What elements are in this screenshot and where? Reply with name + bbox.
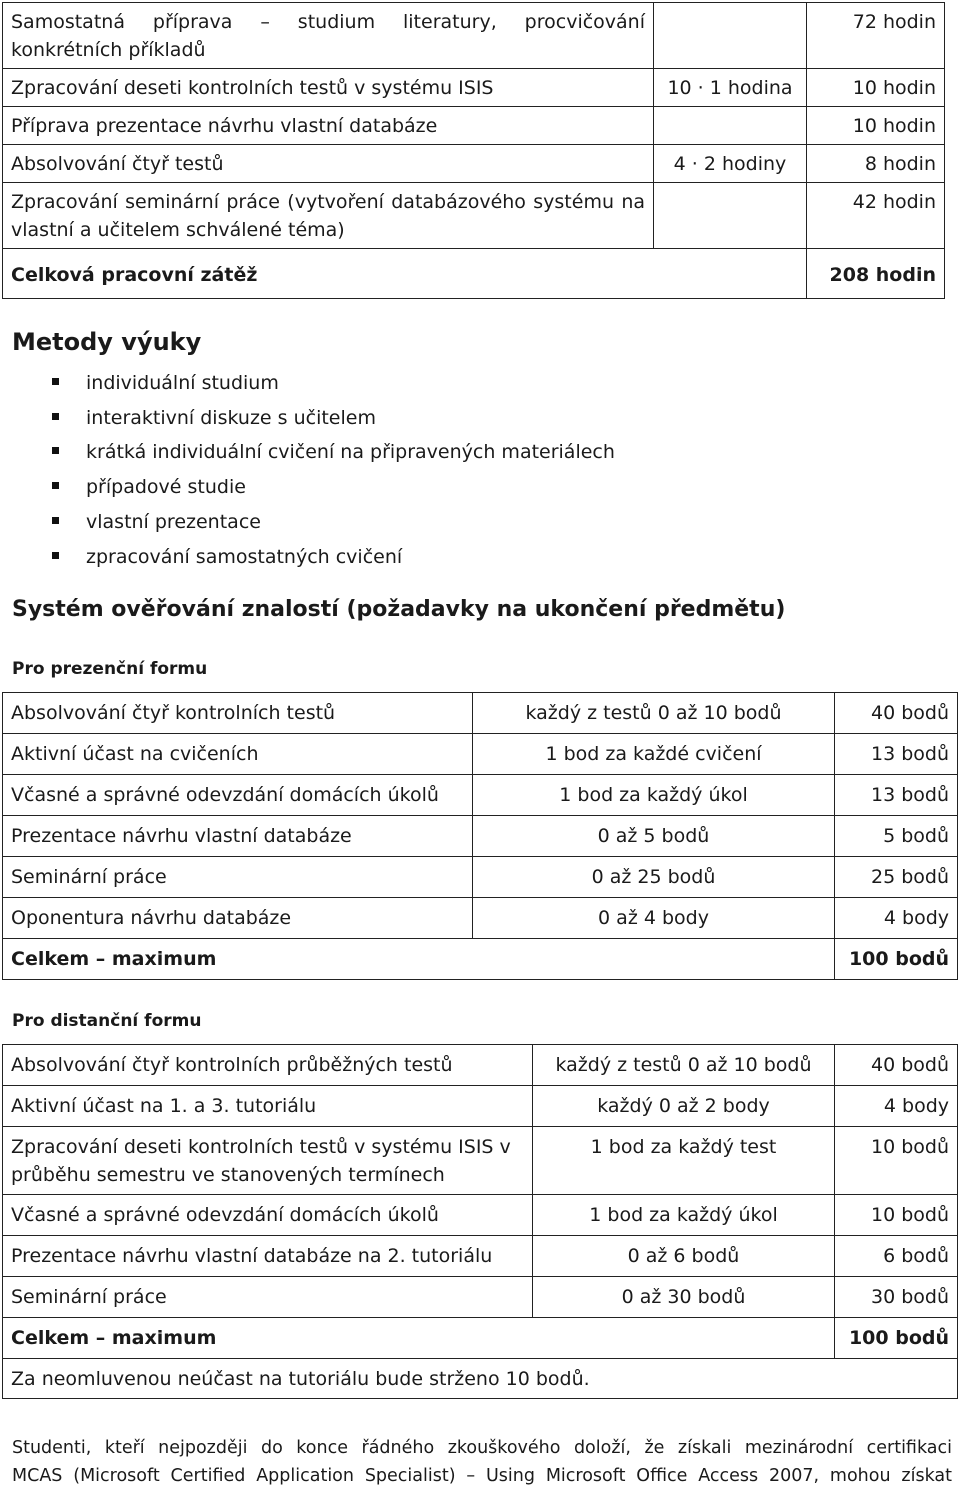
sum-label: Celkem – maximum — [3, 1318, 835, 1359]
workload-unit — [654, 3, 807, 69]
workload-unit — [654, 107, 807, 145]
methods-list — [52, 366, 615, 574]
requirement-rule: 1 bod za každý úkol — [473, 775, 835, 816]
workload-total: 42 hodin — [807, 183, 945, 249]
list-item — [52, 470, 615, 505]
distance-form-heading: Pro distanční formu — [12, 1011, 202, 1031]
workload-sum-row — [3, 249, 945, 299]
requirement-rule: 1 bod za každý úkol — [533, 1195, 835, 1236]
requirement-item: Oponentura návrhu databáze — [3, 898, 473, 939]
square-bullet-icon — [52, 517, 59, 524]
requirement-item: Absolvování čtyř kontrolních průběžných testů — [3, 1045, 533, 1086]
square-bullet-icon — [52, 447, 59, 454]
table-row — [3, 1195, 958, 1236]
absence-note: Za neomluvenou neúčast na tutoriálu bude strženo 10 bodů. — [3, 1359, 958, 1399]
present-requirements-table — [2, 692, 958, 980]
methods-heading: Metody výuky — [12, 328, 202, 356]
requirement-points: 4 body — [835, 1086, 958, 1127]
square-bullet-icon — [52, 378, 59, 385]
requirement-item: Seminární práce — [3, 857, 473, 898]
list-item — [52, 505, 615, 540]
workload-total: 8 hodin — [807, 145, 945, 183]
requirement-points: 6 bodů — [835, 1236, 958, 1277]
workload-desc: Zpracování seminární práce (vytvoření databázového systému na vlastní a učitelem schválené téma) — [3, 183, 654, 249]
table-row — [3, 1236, 958, 1277]
list-item — [52, 540, 615, 575]
table-row — [3, 1045, 958, 1086]
requirement-points: 40 bodů — [835, 1045, 958, 1086]
workload-row — [3, 107, 945, 145]
workload-desc: Příprava prezentace návrhu vlastní databáze — [3, 107, 654, 145]
workload-row — [3, 69, 945, 107]
workload-desc: Zpracování deseti kontrolních testů v systému ISIS — [3, 69, 654, 107]
requirement-rule: každý z testů 0 až 10 bodů — [473, 693, 835, 734]
requirement-points: 13 bodů — [835, 775, 958, 816]
table-sum-row — [3, 1318, 958, 1359]
requirement-item: Prezentace návrhu vlastní databáze — [3, 816, 473, 857]
distance-requirements-table — [2, 1044, 958, 1399]
footer-paragraph — [12, 1434, 952, 1490]
workload-unit: 4 · 2 hodiny — [654, 145, 807, 183]
list-item-text: krátká individuální cvičení na připravených materiálech — [86, 441, 615, 464]
requirement-points: 10 bodů — [835, 1127, 958, 1195]
list-item-text: případové studie — [86, 476, 246, 499]
present-form-heading: Pro prezenční formu — [12, 659, 208, 679]
list-item-text: individuální studium — [86, 372, 279, 394]
workload-desc: Samostatná příprava – studium literatury, procvičování konkrétních příkladů — [3, 3, 654, 69]
list-item-text: vlastní prezentace — [86, 510, 261, 533]
workload-row — [3, 145, 945, 183]
requirement-rule: 1 bod za každý test — [533, 1127, 835, 1195]
requirement-points: 40 bodů — [835, 693, 958, 734]
assessment-heading: Systém ověřování znalostí (požadavky na ukončení předmětu) — [12, 597, 786, 622]
square-bullet-icon — [52, 552, 59, 559]
table-row — [3, 1086, 958, 1127]
table-sum-row — [3, 939, 958, 980]
table-row — [3, 1127, 958, 1195]
workload-row — [3, 183, 945, 249]
requirement-points: 5 bodů — [835, 816, 958, 857]
workload-row — [3, 3, 945, 69]
list-item-text: zpracování samostatných cvičení — [86, 545, 403, 568]
requirement-points: 4 body — [835, 898, 958, 939]
list-item — [52, 366, 615, 401]
sum-points: 100 bodů — [835, 939, 958, 980]
list-item-text: interaktivní diskuze s učitelem — [86, 406, 376, 429]
requirement-rule: každý z testů 0 až 10 bodů — [533, 1045, 835, 1086]
sum-points: 100 bodů — [835, 1318, 958, 1359]
requirement-points: 25 bodů — [835, 857, 958, 898]
workload-total: 72 hodin — [807, 3, 945, 69]
footer-line-1: Studenti, kteří nejpozději do konce řádného zkouškového doloží, že získali mezinárodní certifikaci — [12, 1438, 952, 1458]
table-row — [3, 693, 958, 734]
table-row — [3, 816, 958, 857]
requirement-item: Aktivní účast na cvičeních — [3, 734, 473, 775]
workload-unit: 10 · 1 hodina — [654, 69, 807, 107]
table-note-row — [3, 1359, 958, 1399]
requirement-rule: 1 bod za každé cvičení — [473, 734, 835, 775]
workload-table — [2, 2, 945, 299]
list-item — [52, 435, 615, 470]
table-row — [3, 857, 958, 898]
requirement-item: Zpracování deseti kontrolních testů v systému ISIS v průběhu semestru ve stanovených termínech — [3, 1127, 533, 1195]
footer-line-2: MCAS (Microsoft Certified Application Specialist) – Using Microsoft Office Access 2007, mohou získat — [12, 1466, 952, 1486]
requirement-rule: 0 až 6 bodů — [533, 1236, 835, 1277]
requirement-points: 10 bodů — [835, 1195, 958, 1236]
workload-sum-label: Celková pracovní zátěž — [3, 249, 807, 299]
requirement-item: Absolvování čtyř kontrolních testů — [3, 693, 473, 734]
table-row — [3, 898, 958, 939]
square-bullet-icon — [52, 482, 59, 489]
requirement-rule: 0 až 4 body — [473, 898, 835, 939]
workload-unit — [654, 183, 807, 249]
workload-total: 10 hodin — [807, 107, 945, 145]
table-row — [3, 1277, 958, 1318]
requirement-item: Aktivní účast na 1. a 3. tutoriálu — [3, 1086, 533, 1127]
table-row — [3, 775, 958, 816]
requirement-rule: 0 až 30 bodů — [533, 1277, 835, 1318]
requirement-item: Včasné a správné odevzdání domácích úkolů — [3, 1195, 533, 1236]
requirement-points: 30 bodů — [835, 1277, 958, 1318]
requirement-item: Prezentace návrhu vlastní databáze na 2. tutoriálu — [3, 1236, 533, 1277]
requirement-rule: každý 0 až 2 body — [533, 1086, 835, 1127]
requirement-rule: 0 až 5 bodů — [473, 816, 835, 857]
requirement-rule: 0 až 25 bodů — [473, 857, 835, 898]
workload-sum-total: 208 hodin — [807, 249, 945, 299]
requirement-points: 13 bodů — [835, 734, 958, 775]
list-item — [52, 401, 615, 436]
sum-label: Celkem – maximum — [3, 939, 835, 980]
workload-desc: Absolvování čtyř testů — [3, 145, 654, 183]
workload-total: 10 hodin — [807, 69, 945, 107]
square-bullet-icon — [52, 413, 59, 420]
requirement-item: Seminární práce — [3, 1277, 533, 1318]
table-row — [3, 734, 958, 775]
requirement-item: Včasné a správné odevzdání domácích úkolů — [3, 775, 473, 816]
